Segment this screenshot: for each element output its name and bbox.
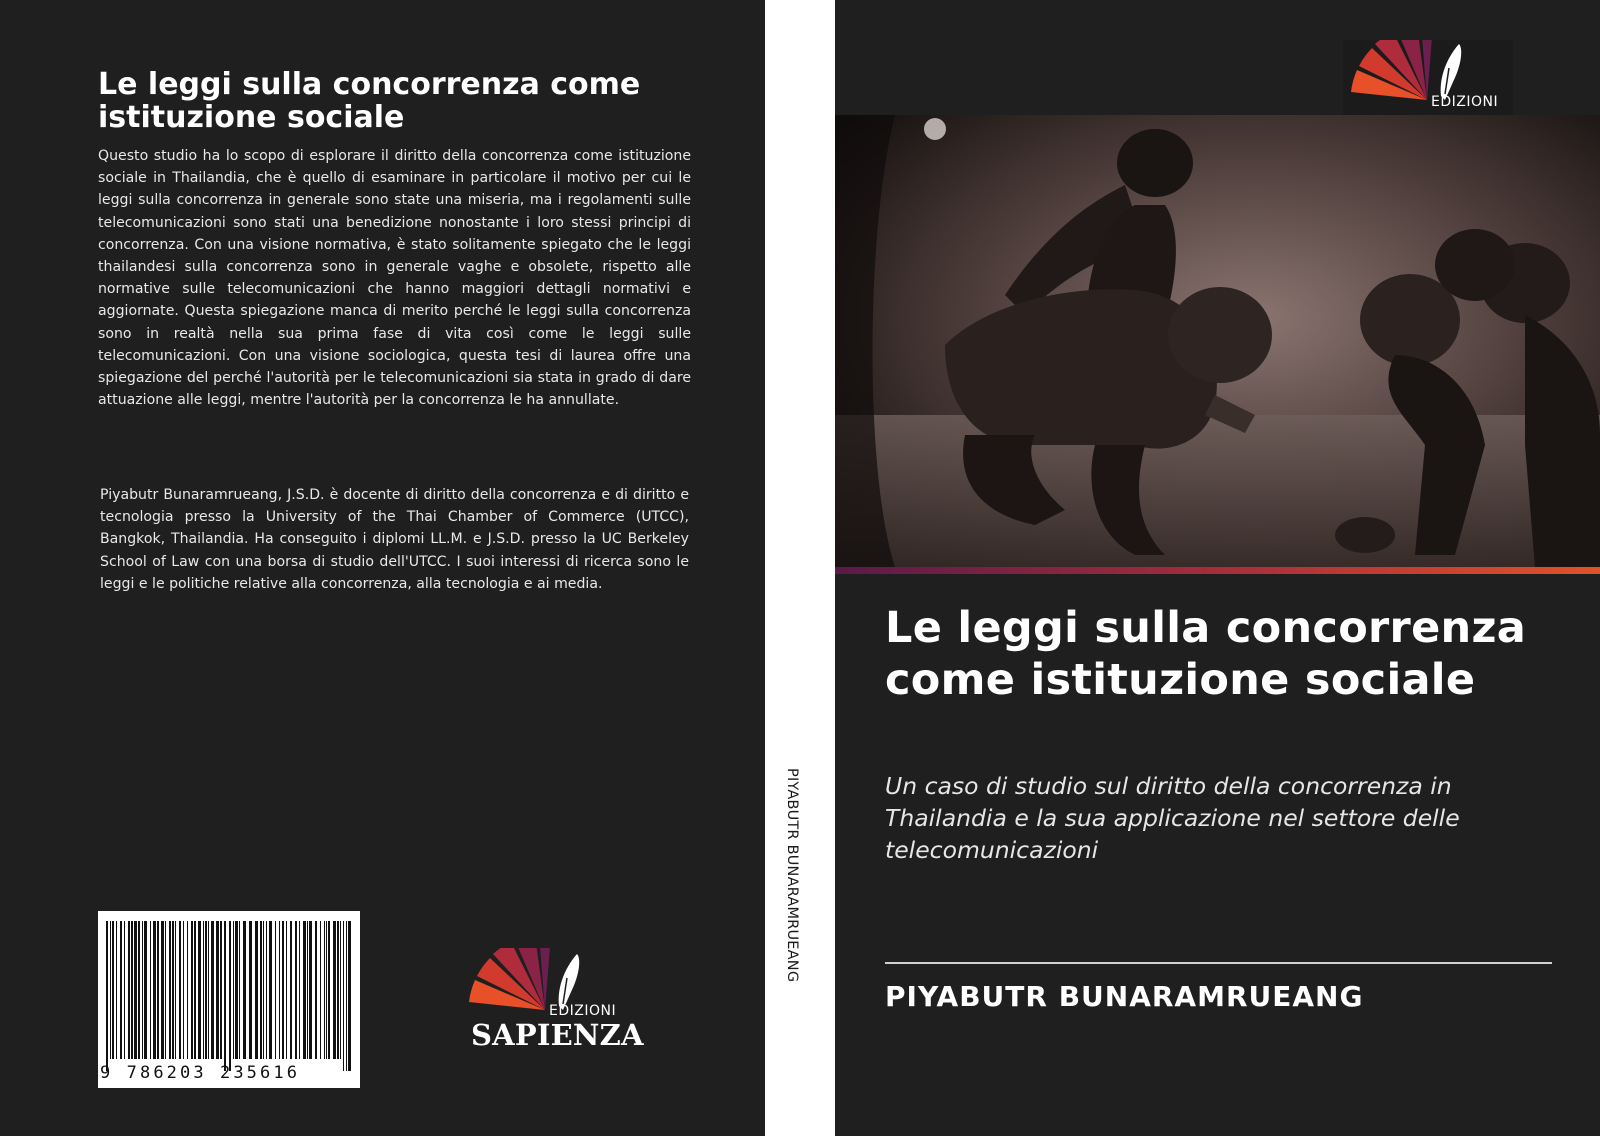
barcode-bar — [279, 921, 280, 1059]
barcode-number: 9 786203 235616 — [100, 1063, 301, 1083]
barcode-bar — [333, 921, 336, 1059]
barcode-bar — [157, 921, 159, 1059]
barcode-bar — [315, 921, 317, 1059]
barcode-bar — [343, 921, 344, 1071]
barcode-bar — [187, 921, 188, 1059]
spine — [765, 0, 835, 1136]
barcode-bar — [144, 921, 147, 1059]
barcode-bar — [165, 921, 166, 1059]
barcode-bar — [299, 921, 300, 1059]
barcode-bar — [295, 921, 297, 1059]
barcode-bar — [116, 921, 117, 1059]
barcode-bar — [224, 921, 226, 1071]
barcode-bar — [208, 921, 209, 1059]
barcode-bar — [205, 921, 207, 1059]
barcode-bar — [142, 921, 143, 1059]
barcode-bar — [183, 921, 184, 1059]
barcode-bar — [337, 921, 339, 1059]
barcode-bar — [286, 921, 287, 1059]
barcode-bar — [112, 921, 114, 1059]
barcode-bar — [326, 921, 327, 1059]
publisher-name: SAPIENZA — [471, 1018, 644, 1052]
barcode-bar — [138, 921, 140, 1059]
barcode-bar — [233, 921, 234, 1059]
barcode-bar — [263, 921, 264, 1059]
publisher-edizioni: EDIZIONI — [549, 1003, 617, 1019]
barcode-bar — [260, 921, 262, 1059]
isbn-barcode — [98, 911, 360, 1088]
publisher-edizioni: EDIZIONI — [1431, 94, 1499, 110]
barcode-bar — [243, 921, 246, 1059]
publisher-logo-back — [467, 948, 644, 1058]
barcode-bar — [307, 921, 308, 1059]
barcode-bar — [128, 921, 130, 1059]
barcode-bar — [269, 921, 272, 1059]
front-cover-title: Le leggi sulla concorrenza come istituzione sociale — [885, 603, 1527, 705]
barcode-bar — [340, 921, 341, 1059]
barcode-bar — [110, 921, 111, 1059]
barcode-bar — [172, 921, 174, 1059]
barcode-bar — [235, 921, 238, 1059]
barcode-bar — [175, 921, 176, 1059]
barcode-bar — [211, 921, 214, 1059]
football-players-photo — [835, 115, 1600, 567]
barcode-bar — [282, 921, 284, 1059]
barcode-bar — [198, 921, 201, 1059]
barcode-bar — [153, 921, 156, 1059]
barcode-bar — [290, 921, 292, 1059]
barcode-bar — [328, 921, 330, 1059]
barcode-bar — [194, 921, 196, 1059]
barcode-bar — [120, 921, 122, 1059]
spine-author: PIYABUTR BUNARAMRUEANG — [784, 768, 800, 983]
barcode-bar — [229, 921, 231, 1071]
barcode-bar — [161, 921, 164, 1059]
front-cover-author: PIYABUTR BUNARAMRUEANG — [885, 980, 1364, 1013]
barcode-bar — [275, 921, 276, 1059]
barcode-bar — [191, 921, 193, 1059]
barcode-bar — [216, 921, 219, 1059]
color-stripe — [835, 567, 1600, 574]
barcode-bar — [179, 921, 181, 1059]
barcode-bar — [309, 921, 312, 1059]
barcode-bar — [220, 921, 222, 1059]
author-bio: Piyabutr Bunaramrueang, J.S.D. è docente di diritto della concorrenza e di diritto e tecnologia presso la University of the Thai Chamber of Commerce (UTCC), Bangkok, Thailandia. Ha conseguito i diplomi LL.M. e J.S.D. presso la UC Berkeley School of Law con una borsa di studio dell'UTCC. I suoi interessi di ricerca sono le leggi e le politiche relative alla concorrenza, alla tecnologia e ai media. — [100, 487, 689, 592]
barcode-bar — [131, 921, 133, 1059]
barcode-bar — [255, 921, 258, 1059]
back-cover-blurb: Questo studio ha lo scopo di esplorare il diritto della concorrenza come istituzione sociale in Thailandia, che è quello di esaminare in particolare il motivo per cui le leggi sulla concorrenza in generale sono state una miseria, ma i regolamenti sulle telecomunicazioni sono stati una benedizione nonostante i loro stessi principi di concorrenza. Con una visione normativa, è stato solitamente spiegato che le leggi thailandesi sulla concorrenza sono in generale vaghe e obsolete, rispetto alle normative sulle telecomunicazioni che hanno maggiori dettagli normativi e aggiornate. Questa spiegazione manca di merito perché le leggi sulla concorrenza sono in realtà nella sua prima fase di vita così come le leggi sulle telecomunicazioni. Con una visione sociologica, questa tesi di laurea offre una spiegazione del perché l'autorità per le telecomunicazioni sia stata in grado di dare attuazione alle leggi, mentre l'autorità per la concorrenza le ha annullate. — [98, 148, 691, 409]
divider — [885, 962, 1552, 964]
barcode-bar — [134, 921, 137, 1059]
barcode-bar — [239, 921, 240, 1059]
barcode-bar — [348, 921, 351, 1071]
barcode-bar — [303, 921, 306, 1059]
barcode-bar — [249, 921, 252, 1059]
barcode-bar — [320, 921, 321, 1059]
barcode-bar — [203, 921, 204, 1059]
barcode-bar — [124, 921, 125, 1059]
barcode-bar — [266, 921, 267, 1059]
barcode-bar — [106, 921, 108, 1071]
front-cover-subtitle: Un caso di studio sul diritto della concorrenza in Thailandia e la sua applicazione nel settore delle telecomunicazioni — [885, 772, 1460, 864]
barcode-bar — [169, 921, 171, 1059]
back-cover-title: Le leggi sulla concorrenza come istituzione sociale — [98, 67, 641, 135]
barcode-bar — [150, 921, 151, 1059]
barcode-bar — [346, 921, 347, 1071]
barcode-bar — [324, 921, 325, 1059]
